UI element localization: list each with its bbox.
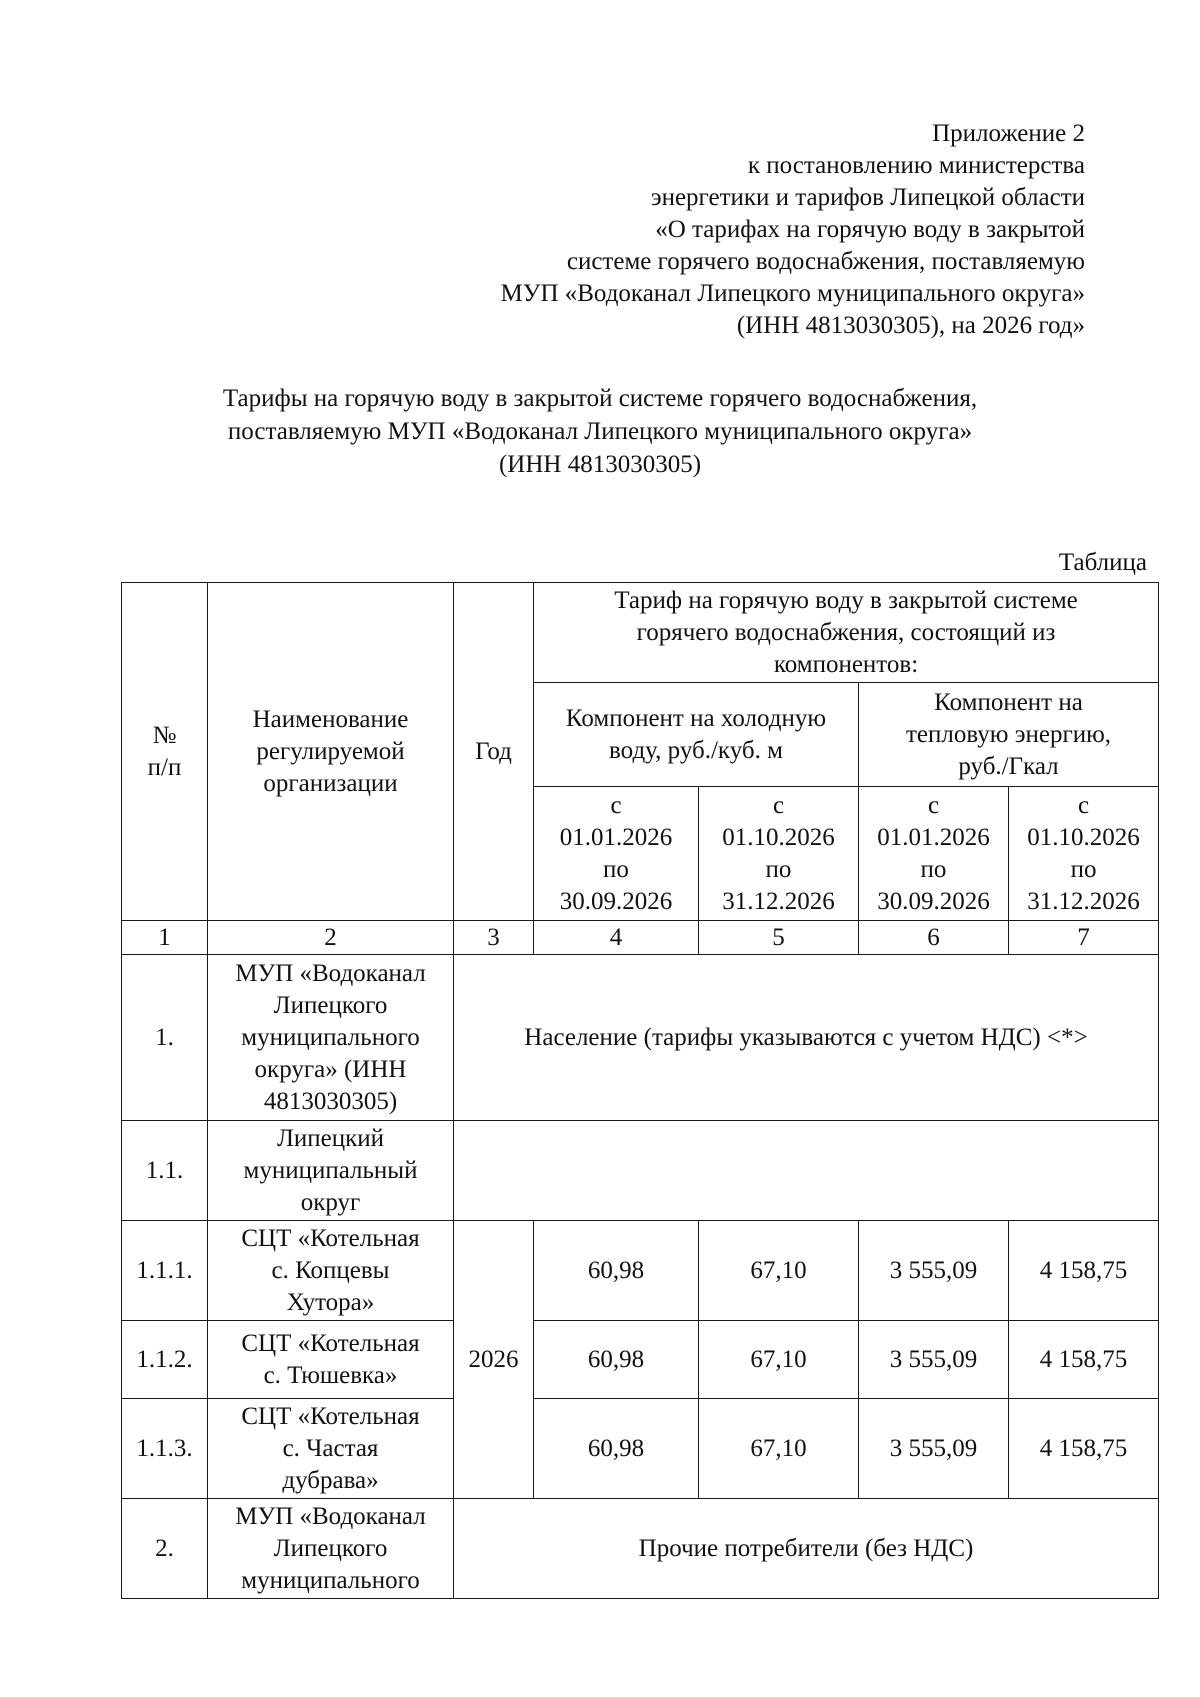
- header-tariff-group: [534, 583, 1159, 683]
- header-num-line: п/п: [147, 753, 182, 781]
- value-heat-2: 4 158,75: [1009, 1399, 1159, 1499]
- org-line: СЦТ «Котельная: [241, 1329, 420, 1357]
- appendix-line: Приложение 2: [932, 120, 1085, 147]
- period-line: с: [927, 791, 940, 819]
- column-number: 2: [208, 921, 454, 955]
- value-heat-2: 4 158,75: [1009, 1321, 1159, 1399]
- row-year: 2026: [454, 1221, 534, 1499]
- header-cold-water: [534, 683, 859, 787]
- header-num: [122, 583, 208, 921]
- header-heat-line: тепловую энергию,: [905, 720, 1112, 748]
- header-org: [208, 583, 454, 921]
- org-line: Липецкого: [273, 991, 388, 1019]
- appendix-line: системе горячего водоснабжения, поставляемую: [566, 248, 1085, 275]
- header-tariff-line: горячего водоснабжения, состоящий из: [636, 618, 1056, 646]
- tariffs-table: [121, 582, 1159, 1599]
- row-org: [208, 1399, 454, 1499]
- header-cold-line: воду, руб./куб. м: [609, 736, 783, 764]
- period-line: 01.10.2026: [722, 823, 835, 851]
- period-line: 01.10.2026: [1027, 823, 1140, 851]
- table-label: Таблица: [1058, 549, 1147, 576]
- appendix-line: энергетики и тарифов Липецкой области: [650, 184, 1085, 211]
- table-row: [122, 955, 1159, 1121]
- header-period: [699, 787, 859, 921]
- title-line: поставляемую МУП «Водоканал Липецкого муниципального округа»: [227, 418, 973, 445]
- row-org: [208, 1321, 454, 1399]
- period-line: по: [1070, 855, 1097, 883]
- row-num: 1.1.1.: [122, 1221, 208, 1321]
- title-line: (ИНН 4813030305): [498, 451, 702, 478]
- period-line: 01.01.2026: [559, 823, 673, 851]
- header-tariff-line: компонентов:: [773, 650, 919, 678]
- row-org: [208, 955, 454, 1121]
- appendix-line: МУП «Водоканал Липецкого муниципального округа»: [500, 280, 1085, 307]
- appendix-line: (ИНН 4813030305), на 2026 год»: [736, 312, 1085, 339]
- column-number: 6: [859, 921, 1009, 955]
- org-line: СЦТ «Котельная: [241, 1224, 420, 1252]
- header-heat: [859, 683, 1159, 787]
- table-row: [122, 1121, 1159, 1221]
- appendix-header: [325, 118, 1085, 342]
- header-heat-line: руб./Гкал: [958, 752, 1059, 780]
- org-line: СЦТ «Котельная: [241, 1402, 420, 1430]
- document-title: [120, 382, 1080, 481]
- period-line: 30.09.2026: [559, 887, 673, 915]
- value-cold-1: 60,98: [534, 1221, 699, 1321]
- header-cold-line: Компонент на холодную: [565, 704, 827, 732]
- period-line: с: [1077, 791, 1090, 819]
- row-empty: [454, 1121, 1159, 1221]
- header-org-line: организации: [263, 769, 398, 797]
- value-cold-2: 67,10: [699, 1399, 859, 1499]
- period-line: по: [765, 855, 792, 883]
- value-cold-1: 60,98: [534, 1321, 699, 1399]
- title-line: Тарифы на горячую воду в закрытой системе горячего водоснабжения,: [222, 385, 978, 412]
- row-num: 1.: [122, 955, 208, 1121]
- table-row: [122, 1399, 1159, 1499]
- column-number: 4: [534, 921, 699, 955]
- value-heat-1: 3 555,09: [859, 1399, 1009, 1499]
- org-line: Липецкого: [273, 1534, 388, 1562]
- appendix-line: к постановлению министерства: [747, 152, 1085, 179]
- row-num: 2.: [122, 1499, 208, 1599]
- header-period: [534, 787, 699, 921]
- period-line: 30.09.2026: [877, 887, 990, 915]
- org-line: муниципального: [241, 1566, 420, 1594]
- header-heat-line: Компонент на: [934, 688, 1083, 716]
- org-line: муниципального: [241, 1023, 420, 1051]
- row-num: 1.1.3.: [122, 1399, 208, 1499]
- row-num: 1.1.: [122, 1121, 208, 1221]
- period-line: по: [920, 855, 947, 883]
- period-line: 31.12.2026: [1027, 887, 1140, 915]
- table-row: [122, 1321, 1159, 1399]
- value-cold-1: 60,98: [534, 1399, 699, 1499]
- org-line: дубрава»: [282, 1466, 379, 1494]
- header-org-line: регулируемой: [256, 737, 405, 765]
- period-line: по: [603, 855, 629, 883]
- value-cold-2: 67,10: [699, 1221, 859, 1321]
- header-year: Год: [454, 583, 534, 921]
- header-period: [1009, 787, 1159, 921]
- org-line: с. Частая: [282, 1434, 379, 1462]
- appendix-line: «О тарифах на горячую воду в закрытой: [655, 216, 1085, 243]
- org-line: МУП «Водоканал: [235, 1502, 426, 1530]
- period-line: с: [610, 791, 622, 819]
- period-line: с: [772, 791, 785, 819]
- period-line: 31.12.2026: [722, 887, 835, 915]
- org-line: округа» (ИНН: [254, 1055, 407, 1083]
- org-line: муниципальный: [243, 1156, 418, 1184]
- value-cold-2: 67,10: [699, 1321, 859, 1399]
- org-line: с. Копцевы: [271, 1256, 390, 1284]
- column-number: 3: [454, 921, 534, 955]
- header-org-line: Наименование: [252, 705, 409, 733]
- org-line: Липецкий: [276, 1124, 385, 1152]
- org-line: с. Тюшевка»: [263, 1361, 398, 1389]
- period-line: 01.01.2026: [877, 823, 990, 851]
- row-org: [208, 1121, 454, 1221]
- column-number: 1: [122, 921, 208, 955]
- column-number: 5: [699, 921, 859, 955]
- table-row: [122, 1499, 1159, 1599]
- row-num: 1.1.2.: [122, 1321, 208, 1399]
- row-org: [208, 1221, 454, 1321]
- org-line: округ: [300, 1188, 361, 1216]
- header-tariff-line: Тариф на горячую воду в закрытой системе: [614, 586, 1078, 614]
- org-line: Хутора»: [286, 1288, 375, 1316]
- row-note: Население (тарифы указываются с учетом НДС) <*>: [454, 955, 1159, 1121]
- value-heat-1: 3 555,09: [859, 1321, 1009, 1399]
- table-row: [122, 1221, 1159, 1321]
- org-line: МУП «Водоканал: [235, 959, 426, 987]
- org-line: 4813030305): [263, 1087, 398, 1115]
- row-note: Прочие потребители (без НДС): [454, 1499, 1159, 1599]
- row-org: [208, 1499, 454, 1599]
- value-heat-1: 3 555,09: [859, 1221, 1009, 1321]
- header-num-line: №: [152, 721, 177, 749]
- value-heat-2: 4 158,75: [1009, 1221, 1159, 1321]
- header-period: [859, 787, 1009, 921]
- column-number: 7: [1009, 921, 1159, 955]
